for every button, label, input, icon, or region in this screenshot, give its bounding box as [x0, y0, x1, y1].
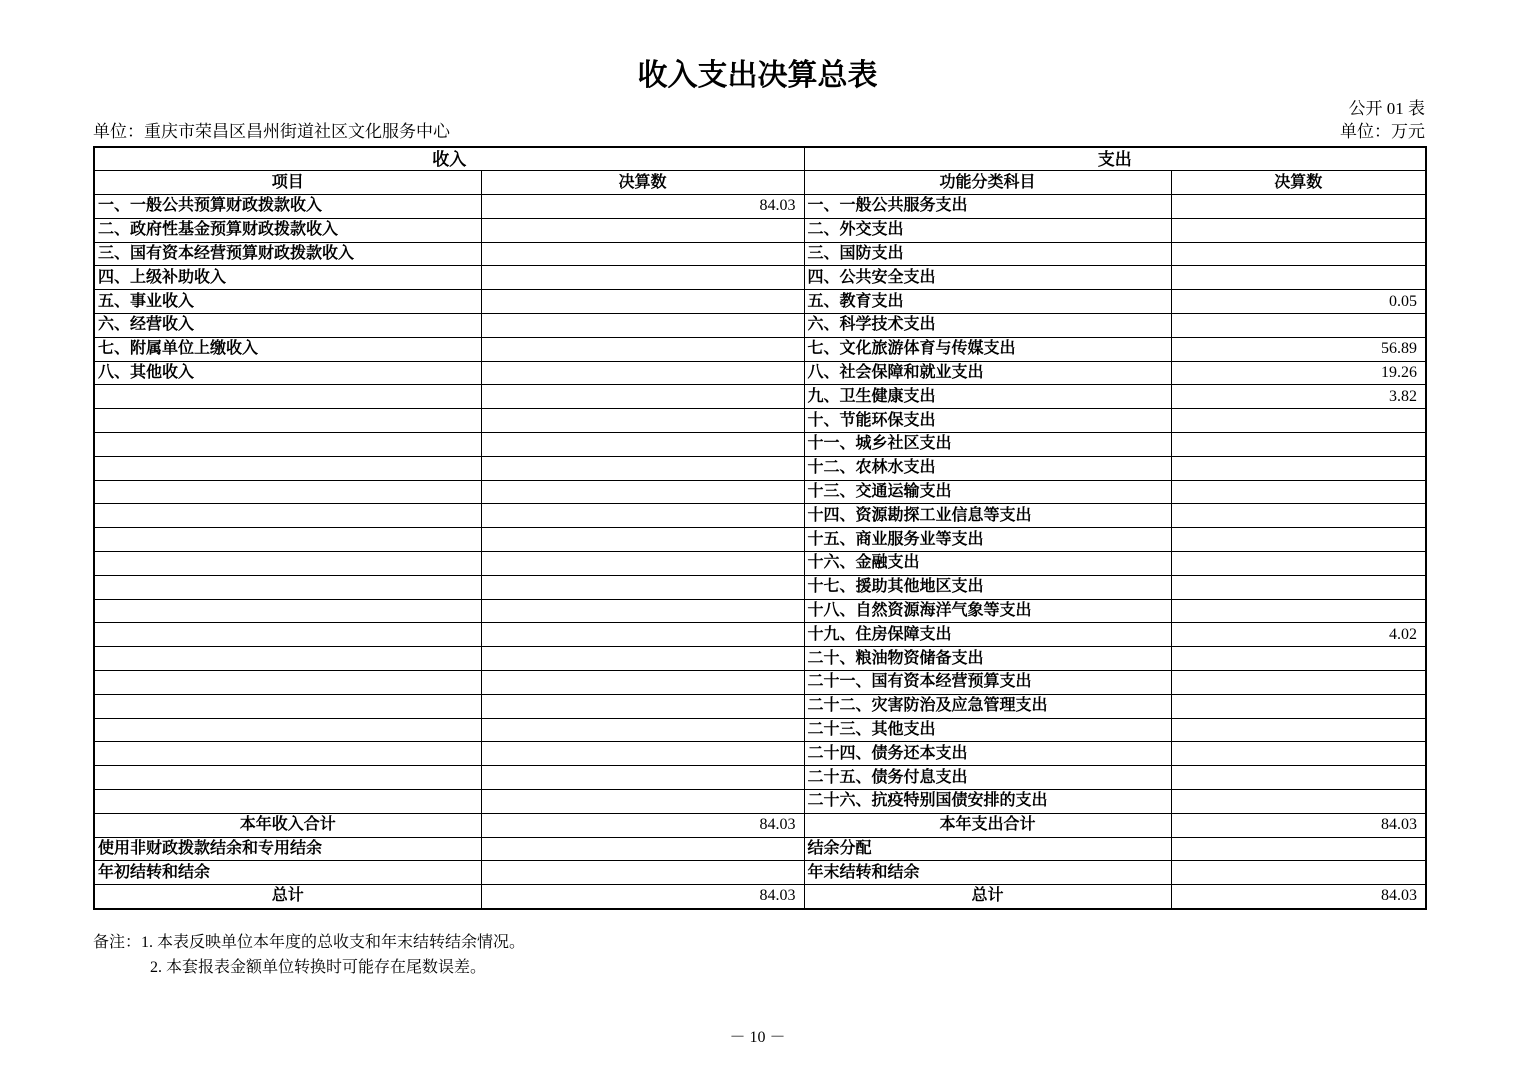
notes-label: 备注：	[93, 934, 142, 951]
note-line-1	[93, 930, 525, 955]
expense-value-cell	[1171, 718, 1426, 742]
table-row	[94, 647, 1426, 671]
table-row	[94, 504, 1426, 528]
table-code-label: 公开 01 表	[1348, 99, 1425, 118]
table-row	[94, 575, 1426, 599]
expense-value-cell	[1171, 242, 1426, 266]
income-value-cell	[481, 409, 804, 433]
table-row	[94, 742, 1426, 766]
income-summary-label-cell: 总计	[94, 885, 481, 909]
expense-item-cell: 二十二、灾害防治及应急管理支出	[804, 694, 1171, 718]
table-row	[94, 766, 1426, 790]
income-value-column-header: 决算数	[481, 171, 804, 195]
table-row	[94, 623, 1426, 647]
section-header-row	[94, 147, 1426, 171]
expense-value-cell	[1171, 742, 1426, 766]
budget-summary-table	[93, 146, 1427, 910]
expense-item-cell: 十二、农林水支出	[804, 456, 1171, 480]
expense-value-cell	[1171, 504, 1426, 528]
income-item-cell: 二、政府性基金预算财政拨款收入	[94, 218, 481, 242]
income-summary-label-cell: 使用非财政拨款结余和专用结余	[94, 837, 481, 861]
income-item-cell	[94, 694, 481, 718]
income-item-cell	[94, 671, 481, 695]
table-row	[94, 599, 1426, 623]
table-row	[94, 195, 1426, 219]
income-item-cell	[94, 433, 481, 457]
expense-value-cell	[1171, 694, 1426, 718]
income-section-header: 收入	[94, 147, 804, 171]
expense-item-cell: 九、卫生健康支出	[804, 385, 1171, 409]
income-item-cell	[94, 599, 481, 623]
income-item-cell	[94, 504, 481, 528]
expense-item-cell: 二十、粮油物资储备支出	[804, 647, 1171, 671]
expense-item-cell: 一、一般公共服务支出	[804, 195, 1171, 219]
income-value-cell	[481, 361, 804, 385]
table-row	[94, 409, 1426, 433]
income-value-cell	[481, 528, 804, 552]
expense-value-cell	[1171, 599, 1426, 623]
expense-item-cell: 十六、金融支出	[804, 552, 1171, 576]
income-summary-value-cell	[481, 837, 804, 861]
income-item-column-header: 项目	[94, 171, 481, 195]
expense-value-cell	[1171, 671, 1426, 695]
income-value-cell	[481, 575, 804, 599]
table-row	[94, 671, 1426, 695]
income-value-cell	[481, 671, 804, 695]
table-row	[94, 480, 1426, 504]
expense-summary-label-cell: 结余分配	[804, 837, 1171, 861]
expense-value-cell	[1171, 766, 1426, 790]
income-value-cell	[481, 385, 804, 409]
table-row	[94, 242, 1426, 266]
expense-value-cell: 56.89	[1171, 337, 1426, 361]
income-item-cell: 五、事业收入	[94, 290, 481, 314]
income-item-cell	[94, 575, 481, 599]
income-item-cell	[94, 456, 481, 480]
income-item-cell	[94, 647, 481, 671]
income-value-cell	[481, 266, 804, 290]
expense-value-cell	[1171, 456, 1426, 480]
income-item-cell	[94, 552, 481, 576]
expense-value-cell	[1171, 552, 1426, 576]
income-value-cell	[481, 218, 804, 242]
income-summary-label-cell: 年初结转和结余	[94, 861, 481, 885]
expense-value-cell	[1171, 647, 1426, 671]
income-summary-value-cell: 84.03	[481, 813, 804, 837]
expense-item-cell: 三、国防支出	[804, 242, 1171, 266]
expense-item-cell: 二、外交支出	[804, 218, 1171, 242]
income-item-cell	[94, 718, 481, 742]
notes-block	[93, 930, 525, 980]
income-summary-label-cell: 本年收入合计	[94, 813, 481, 837]
income-item-cell: 四、上级补助收入	[94, 266, 481, 290]
summary-row	[94, 837, 1426, 861]
income-value-cell	[481, 718, 804, 742]
expense-value-cell	[1171, 266, 1426, 290]
expense-value-cell	[1171, 480, 1426, 504]
expense-summary-label-cell: 总计	[804, 885, 1171, 909]
expense-item-cell: 八、社会保障和就业支出	[804, 361, 1171, 385]
expense-value-cell	[1171, 195, 1426, 219]
expense-summary-value-cell	[1171, 861, 1426, 885]
income-item-cell: 一、一般公共预算财政拨款收入	[94, 195, 481, 219]
expense-item-cell: 十九、住房保障支出	[804, 623, 1171, 647]
income-value-cell	[481, 314, 804, 338]
expense-item-cell: 二十三、其他支出	[804, 718, 1171, 742]
income-item-cell	[94, 480, 481, 504]
page-title: 收入支出决算总表	[637, 59, 878, 92]
note-text-2: 2. 本套报表金额单位转换时可能存在尾数误差。	[150, 959, 487, 976]
table-row	[94, 385, 1426, 409]
table-row	[94, 337, 1426, 361]
table-row	[94, 790, 1426, 814]
expense-item-cell: 十四、资源勘探工业信息等支出	[804, 504, 1171, 528]
expense-value-cell	[1171, 314, 1426, 338]
table-row	[94, 552, 1426, 576]
expense-item-cell: 五、教育支出	[804, 290, 1171, 314]
expense-summary-label-cell: 本年支出合计	[804, 813, 1171, 837]
expense-item-cell: 十、节能环保支出	[804, 409, 1171, 433]
income-value-cell: 84.03	[481, 195, 804, 219]
note-text-1: 1. 本表反映单位本年度的总收支和年末结转结余情况。	[141, 934, 526, 951]
expense-summary-label-cell: 年末结转和结余	[804, 861, 1171, 885]
expense-value-cell	[1171, 528, 1426, 552]
expense-item-cell: 十一、城乡社区支出	[804, 433, 1171, 457]
table-row	[94, 528, 1426, 552]
income-value-cell	[481, 480, 804, 504]
income-item-cell	[94, 385, 481, 409]
income-value-cell	[481, 623, 804, 647]
expense-summary-value-cell	[1171, 837, 1426, 861]
table-row	[94, 456, 1426, 480]
meta-line	[93, 117, 1425, 142]
income-item-cell: 八、其他收入	[94, 361, 481, 385]
expense-item-cell: 六、科学技术支出	[804, 314, 1171, 338]
summary-row	[94, 813, 1426, 837]
income-value-cell	[481, 337, 804, 361]
expense-item-cell: 十三、交通运输支出	[804, 480, 1171, 504]
note-line-2	[150, 955, 525, 980]
expenditure-value-column-header: 决算数	[1171, 171, 1426, 195]
income-item-cell: 三、国有资本经营预算财政拨款收入	[94, 242, 481, 266]
income-item-cell	[94, 790, 481, 814]
income-value-cell	[481, 504, 804, 528]
table-row	[94, 694, 1426, 718]
table-row	[94, 718, 1426, 742]
income-value-cell	[481, 647, 804, 671]
column-header-row	[94, 171, 1426, 195]
expense-value-cell: 0.05	[1171, 290, 1426, 314]
income-item-cell	[94, 409, 481, 433]
expense-value-cell: 4.02	[1171, 623, 1426, 647]
income-value-cell	[481, 456, 804, 480]
income-value-cell	[481, 742, 804, 766]
org-unit-label: 单位：重庆市荣昌区昌州街道社区文化服务中心	[93, 122, 450, 141]
income-value-cell	[481, 552, 804, 576]
income-item-cell: 七、附属单位上缴收入	[94, 337, 481, 361]
expense-value-cell	[1171, 409, 1426, 433]
expense-item-cell: 四、公共安全支出	[804, 266, 1171, 290]
income-item-cell	[94, 623, 481, 647]
summary-row	[94, 861, 1426, 885]
expense-value-cell: 3.82	[1171, 385, 1426, 409]
expense-item-cell: 十八、自然资源海洋气象等支出	[804, 599, 1171, 623]
expenditure-item-column-header: 功能分类科目	[804, 171, 1171, 195]
expense-item-cell: 十七、援助其他地区支出	[804, 575, 1171, 599]
summary-row	[94, 885, 1426, 909]
income-value-cell	[481, 694, 804, 718]
table-row	[94, 290, 1426, 314]
currency-unit-label: 单位：万元	[1340, 122, 1425, 141]
expenditure-section-header: 支出	[804, 147, 1426, 171]
income-summary-value-cell: 84.03	[481, 885, 804, 909]
income-summary-value-cell	[481, 861, 804, 885]
income-value-cell	[481, 290, 804, 314]
income-value-cell	[481, 599, 804, 623]
expense-item-cell: 二十一、国有资本经营预算支出	[804, 671, 1171, 695]
table-row	[94, 314, 1426, 338]
expense-value-cell: 19.26	[1171, 361, 1426, 385]
expense-value-cell	[1171, 218, 1426, 242]
income-item-cell: 六、经营收入	[94, 314, 481, 338]
income-item-cell	[94, 528, 481, 552]
expense-item-cell: 二十四、债务还本支出	[804, 742, 1171, 766]
expense-value-cell	[1171, 433, 1426, 457]
expense-value-cell	[1171, 790, 1426, 814]
table-row	[94, 361, 1426, 385]
table-row	[94, 218, 1426, 242]
income-value-cell	[481, 766, 804, 790]
expense-item-cell: 七、文化旅游体育与传媒支出	[804, 337, 1171, 361]
expense-item-cell: 二十六、抗疫特别国债安排的支出	[804, 790, 1171, 814]
income-value-cell	[481, 790, 804, 814]
expense-item-cell: 二十五、债务付息支出	[804, 766, 1171, 790]
table-row	[94, 433, 1426, 457]
expense-value-cell	[1171, 575, 1426, 599]
income-value-cell	[481, 433, 804, 457]
income-item-cell	[94, 742, 481, 766]
expense-summary-value-cell: 84.03	[1171, 813, 1426, 837]
income-item-cell	[94, 766, 481, 790]
income-value-cell	[481, 242, 804, 266]
expense-summary-value-cell: 84.03	[1171, 885, 1426, 909]
table-row	[94, 266, 1426, 290]
expense-item-cell: 十五、商业服务业等支出	[804, 528, 1171, 552]
page-number: － 10 －	[729, 1029, 786, 1046]
